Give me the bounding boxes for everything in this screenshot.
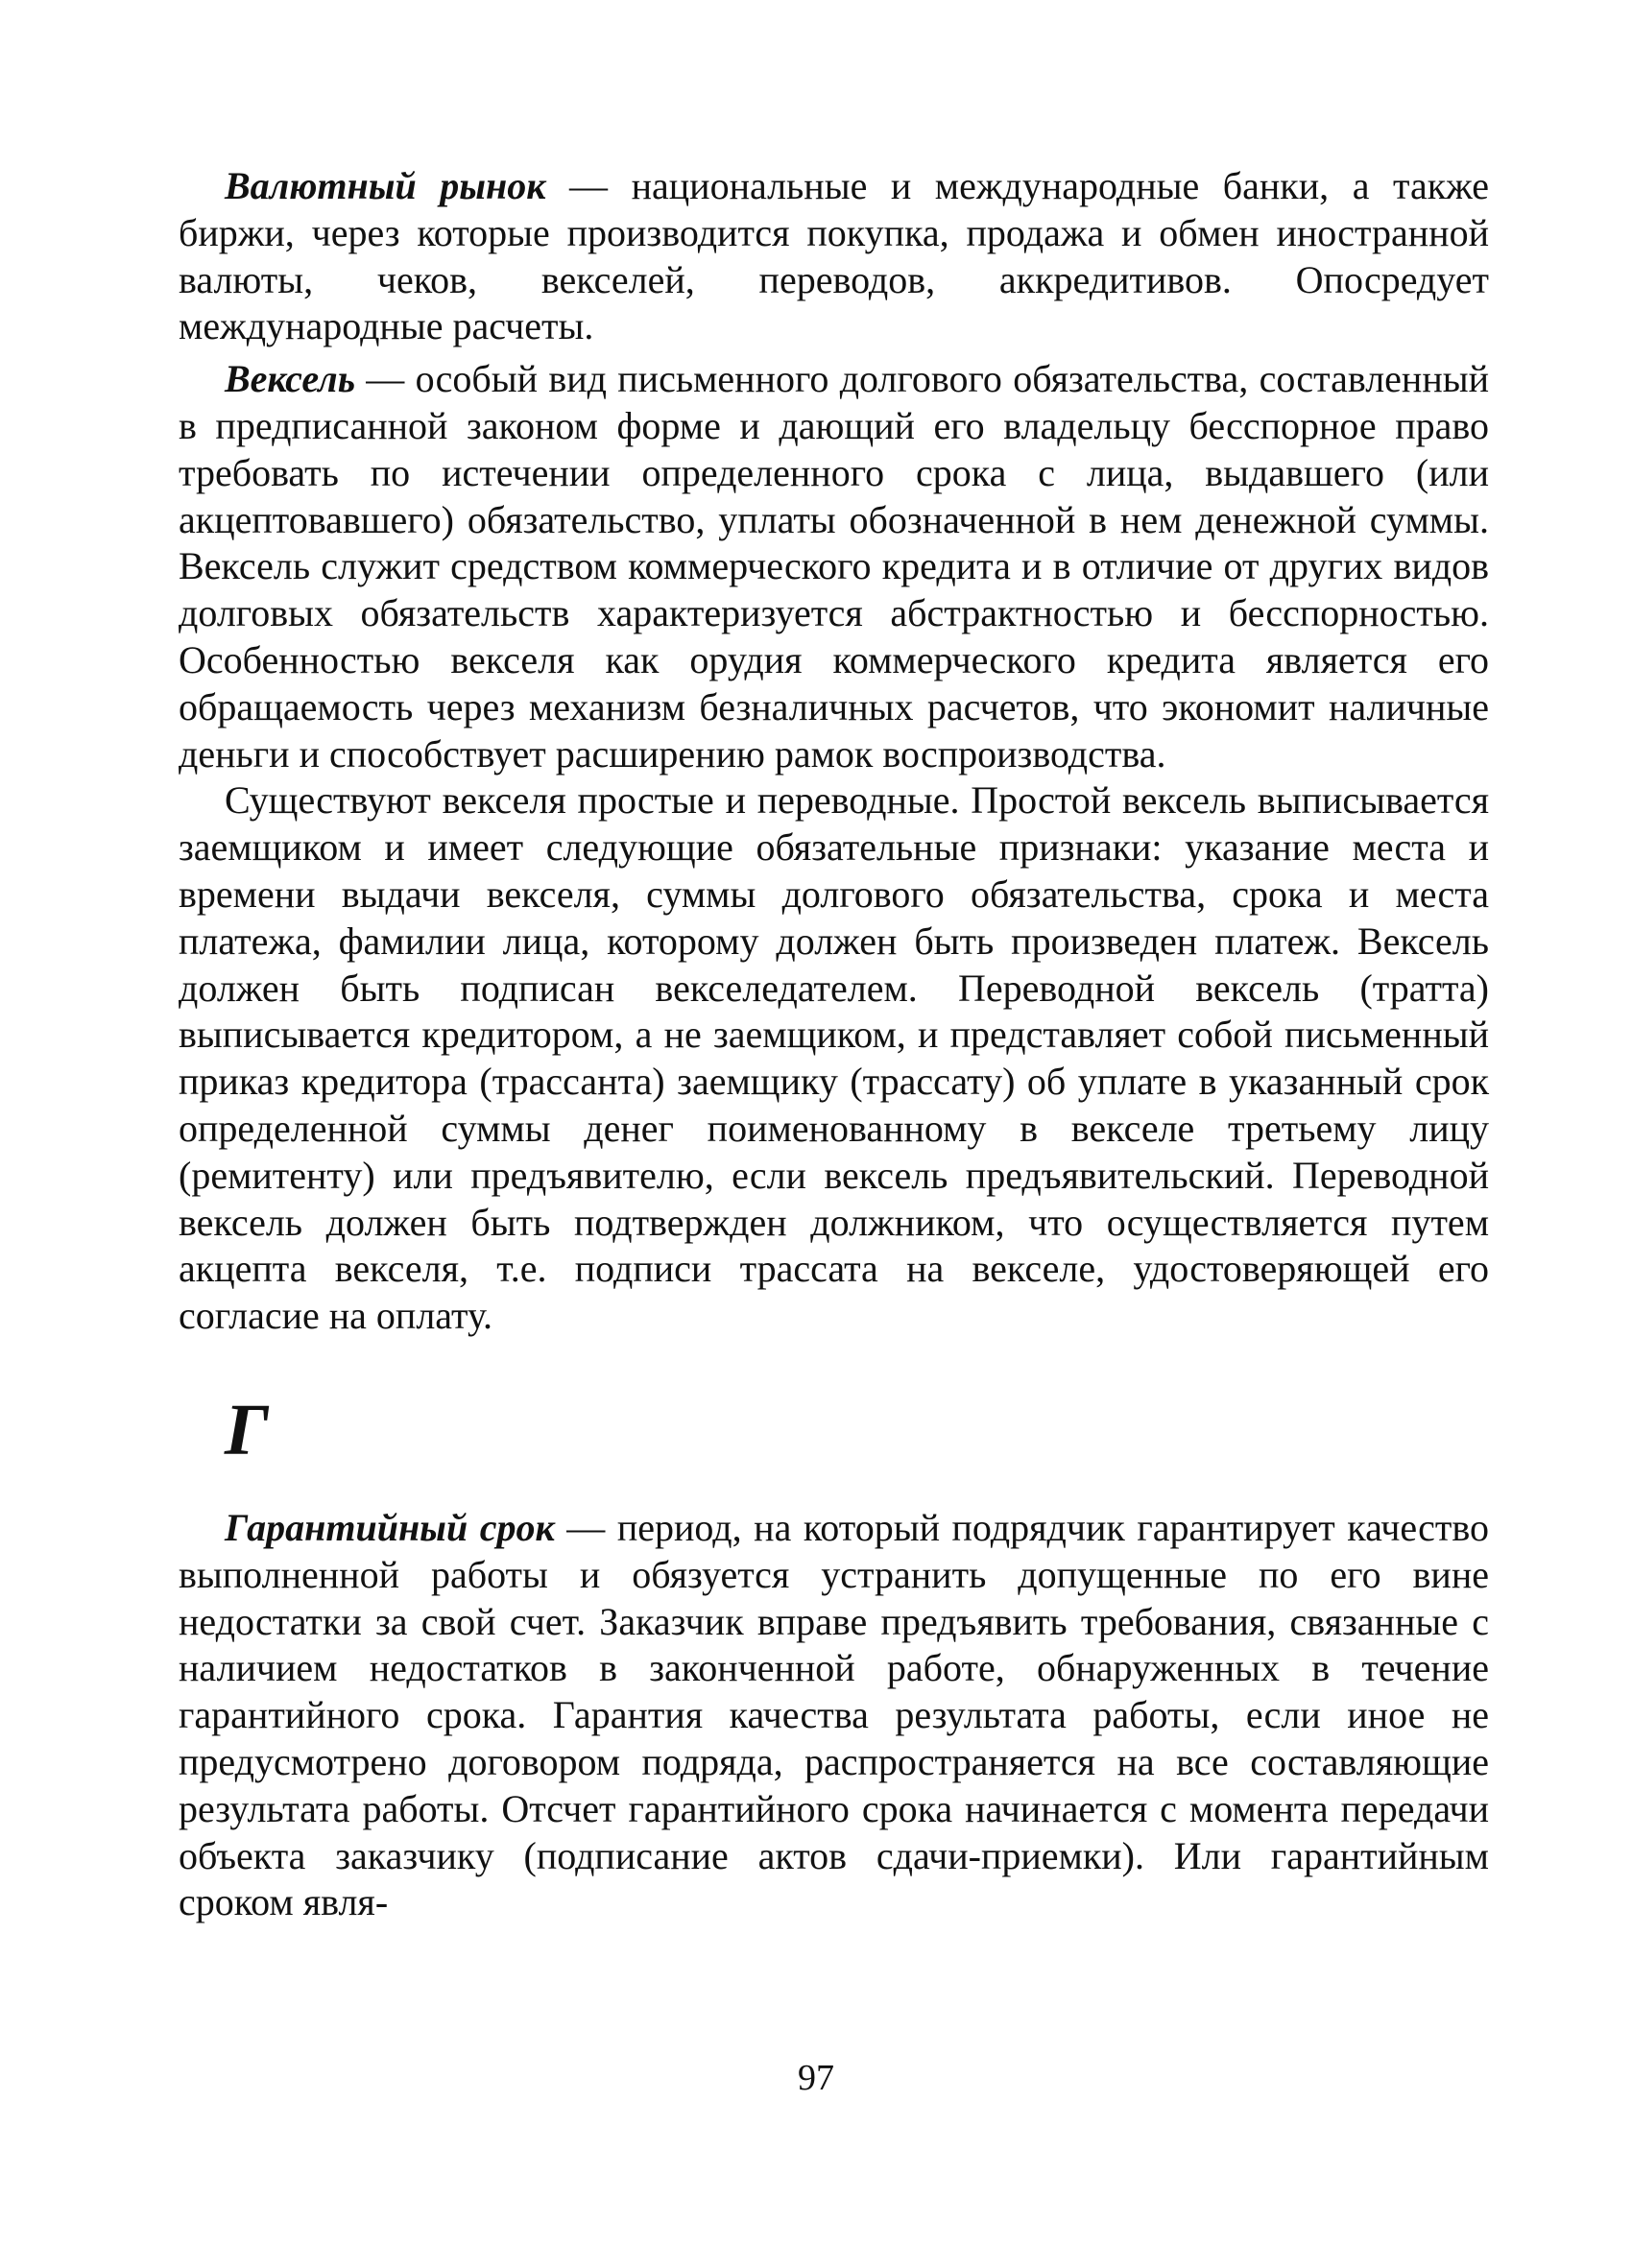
entry-term: Вексель xyxy=(225,357,355,401)
entry-warranty-period xyxy=(179,1505,1489,1926)
page-number: 97 xyxy=(798,2058,834,2098)
entry-currency-market xyxy=(179,163,1489,350)
entry-continuation: Существуют векселя простые и переводные. Простой вексель выписывается заемщиком и имеет следующие обязательные признаки: указание места и времени выдачи векселя, суммы долгового обязательства, срока и места платежа, фамилии лица, которому должен быть произведен платеж. Вексель должен быть подписан векселедателем. Переводной вексель (тратта) выписывается кредитором, а не заемщиком, и представляет собой письменный приказ кредитора (трассанта) заемщику (трассату) об уплате в указанный срок определенной суммы денег поименованному в векселе третьему лицу (ремитенту) или предъявителю, если вексель предъявительский. Переводной вексель должен быть подтвержден должником, что осуществляется путем акцепта векселя, т.е. подписи трассата на векселе, удостоверяющей его согласие на оплату. xyxy=(179,778,1489,1338)
entry-definition: — особый вид письменного долгового обязательства, составленный в предписанной законом форме и дающий его владельцу бесспорное право требовать по истечении определенного срока с лица, выдавшего (или акцептовавшего) обязательство, уплаты обозначенной в нем денежной суммы. Вексель служит средством коммерческого кредита и в отличие от других видов долговых обязательств характеризуется абстрактностью и бесспорностью. Особенностью векселя как орудия коммерческого кредита является его обращаемость через механизм безналичных расчетов, что экономит наличные деньги и способствует расширению рамок воспроизводства. xyxy=(179,357,1489,776)
entry-definition: — национальные и международные банки, а также биржи, через которые производится покупка, продажа и обмен иностранной валюты, чеков, векселей, переводов, аккредитивов. Опосредует международные расчеты. xyxy=(179,164,1490,348)
page-body xyxy=(179,163,1489,1926)
entry-definition: — период, на который подрядчик гарантирует качество выполненной работы и обязуется устранить допущенные по его вине недостатки за свой счет. Заказчик вправе предъявить требования, связанные с наличием недостатков в законченной работе, обнаруженных в течение гарантийного срока. Гарантия качества результата работы, если иное не предусмотрено договором подряда, распространяется на все составляющие результата работы. Отсчет гарантийного срока начинается с момента передачи объекта заказчику (подписание актов сдачи-приемки). Или гарантийным сроком явля- xyxy=(179,1505,1489,1924)
entry-bill-of-exchange xyxy=(179,356,1489,777)
section-letter: Г xyxy=(225,1389,269,1470)
entry-term: Валютный рынок xyxy=(225,164,546,207)
entry-term: Гарантийный срок xyxy=(225,1505,555,1549)
